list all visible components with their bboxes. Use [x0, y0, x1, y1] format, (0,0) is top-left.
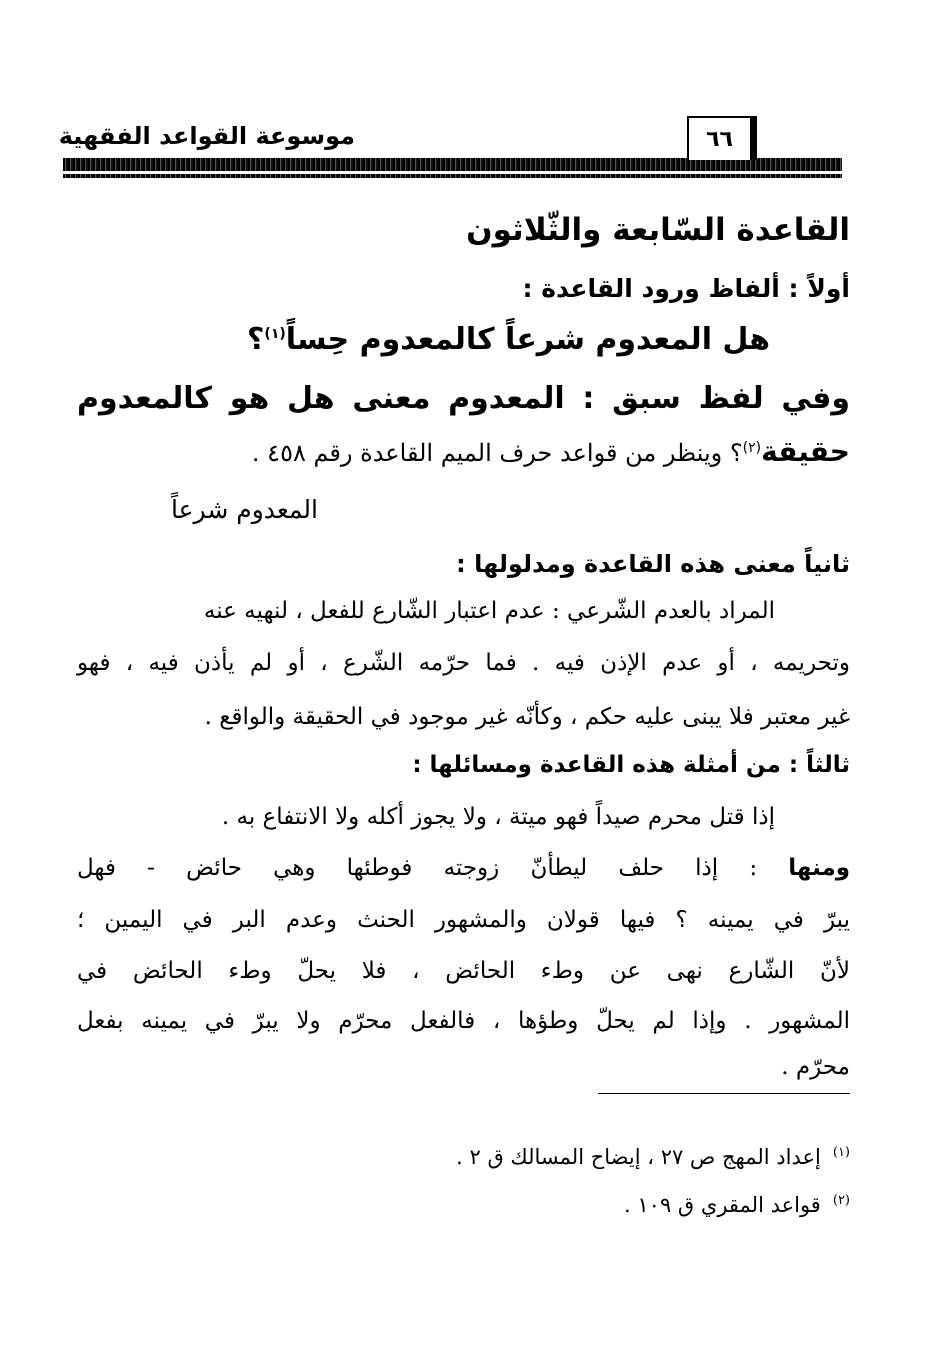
wording-line-4: المعدوم شرعاً — [171, 495, 318, 524]
footnote-1-mark: (١) — [832, 1145, 850, 1160]
page-number: ٦٦ — [687, 116, 757, 160]
footnote-separator — [598, 1093, 850, 1094]
example-line-3: يبرّ في يمينه ؟ فيها قولان والمشهور الحنث وعدم البر في اليمين ؛ — [77, 907, 850, 933]
rule-title: القاعدة السّابعة والثّلاثون — [466, 212, 850, 248]
wording-line-3 — [252, 435, 850, 469]
wording-3-rest: ؟ وينظر من قواعد حرف الميم القاعدة رقم ٤٥٨ . — [251, 439, 743, 467]
footnote-ref-2: (٢) — [742, 440, 762, 456]
meaning-line-3: غير معتبر فلا يبنى عليه حكم ، وكأنّه غير موجود في الحقيقة والواقع . — [204, 704, 850, 730]
footnote-2-mark: (٢) — [832, 1193, 850, 1208]
section1-heading: أولاً : ألفاظ ورود القاعدة : — [522, 274, 850, 303]
example-line-2 — [77, 855, 850, 883]
book-title: موسوعة القواعد الفقهية — [58, 122, 355, 150]
wording-1-end: ؟ — [247, 322, 265, 357]
example-line-6: محرّم . — [781, 1054, 850, 1080]
example-2-rest: : إذا حلف ليطأنّ زوجته فوطئها وهي حائض - فهل — [77, 855, 758, 881]
section2-heading: ثانياً معنى هذه القاعدة ومدلولها : — [456, 550, 850, 578]
example-line-1: إذا قتل محرم صيداً فهو ميتة ، ولا يجوز أكله ولا الانتفاع به . — [221, 804, 775, 830]
footnote-1 — [456, 1145, 850, 1169]
wording-line-2: وفي لفظ سبق : المعدوم معنى هل هو كالمعدوم — [77, 381, 850, 416]
example-line-4: لأنّ الشّارع نهى عن وطء الحائض ، فلا يحلّ وطء الحائض في — [77, 958, 850, 984]
meaning-line-2: وتحريمه ، أو عدم الإذن فيه . فما حرّمه الشّرع ، أو لم يأذن فيه ، فهو — [77, 650, 850, 676]
wording-3-bold: حقيقة — [761, 435, 850, 468]
footnote-2 — [624, 1193, 850, 1217]
footnote-ref-1: (١) — [264, 326, 286, 342]
section3-heading: ثالثاً : من أمثلة هذه القاعدة ومسائلها : — [412, 752, 850, 778]
footnote-2-text: قواعد المقري ق ١٠٩ . — [624, 1193, 821, 1217]
wording-line-1 — [247, 322, 770, 358]
header-rule — [63, 158, 842, 178]
wording-1-text: هل المعدوم شرعاً كالمعدوم حِساً — [285, 322, 770, 357]
meaning-line-1: المراد بالعدم الشّرعي : عدم اعتبار الشّارع للفعل ، لنهيه عنه — [203, 598, 775, 624]
footnote-1-text: إعداد المهج ص ٢٧ ، إيضاح المسالك ق ٢ . — [456, 1145, 821, 1169]
example-2-lead: ومنها — [788, 855, 850, 881]
example-line-5: المشهور . وإذا لم يحلّ وطؤها ، فالفعل محرّم ولا يبرّ في يمينه بفعل — [77, 1008, 850, 1034]
